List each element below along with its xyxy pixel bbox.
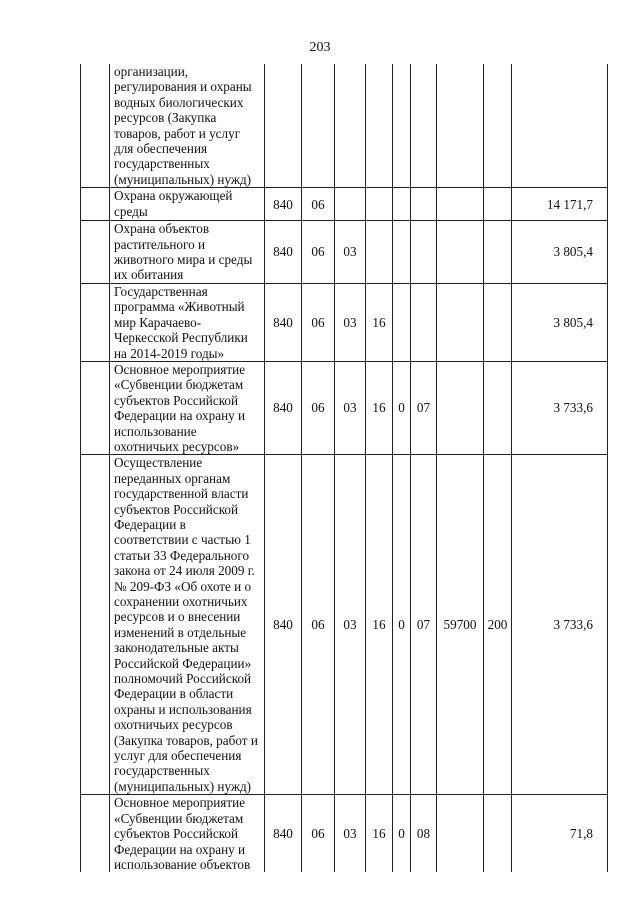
blank-cell xyxy=(81,221,110,284)
section-code: 06 xyxy=(302,455,335,795)
sum-value: 3 805,4 xyxy=(512,221,608,284)
direction-code xyxy=(437,361,484,454)
expense-type-code xyxy=(484,795,512,873)
sum-value: 14 171,7 xyxy=(512,188,608,221)
ministry-code xyxy=(265,64,302,188)
item-name: Основное мероприятие «Субвенции бюджетам субъектов Российской Федерации на охрану и использование охотничьих ресурсов» xyxy=(110,361,265,454)
subsection-code: 03 xyxy=(335,283,366,361)
ministry-code: 840 xyxy=(265,361,302,454)
section-code: 06 xyxy=(302,221,335,284)
ministry-code: 840 xyxy=(265,795,302,873)
subprogram-code: 0 xyxy=(393,795,411,873)
section-code: 06 xyxy=(302,188,335,221)
section-code: 06 xyxy=(302,361,335,454)
direction-code xyxy=(437,283,484,361)
measure-code xyxy=(411,188,437,221)
sum-value: 3 805,4 xyxy=(512,283,608,361)
table-row xyxy=(81,455,608,795)
section-code: 06 xyxy=(302,795,335,873)
budget-table xyxy=(80,64,608,872)
subprogram-code xyxy=(393,64,411,188)
direction-code xyxy=(437,64,484,188)
expense-type-code: 200 xyxy=(484,455,512,795)
subsection-code: 03 xyxy=(335,455,366,795)
item-name: Охрана окружающей среды xyxy=(110,188,265,221)
program-code: 16 xyxy=(366,795,393,873)
subsection-code: 03 xyxy=(335,221,366,284)
blank-cell xyxy=(81,64,110,188)
direction-code xyxy=(437,188,484,221)
item-name: Охрана объектов растительного и животного мира и среды их обитания xyxy=(110,221,265,284)
program-code: 16 xyxy=(366,283,393,361)
item-name: Государственная программа «Животный мир Карачаево-Черкесской Республики на 2014-2019 годы» xyxy=(110,283,265,361)
program-code xyxy=(366,188,393,221)
blank-cell xyxy=(81,188,110,221)
blank-cell xyxy=(81,283,110,361)
item-name: организации, регулирования и охраны водных биологических ресурсов (Закупка товаров, работ и услуг для обеспечения государственных (муниципальных) нужд) xyxy=(110,64,265,188)
blank-cell xyxy=(81,795,110,873)
subprogram-code xyxy=(393,283,411,361)
section-code xyxy=(302,64,335,188)
program-code xyxy=(366,64,393,188)
expense-type-code xyxy=(484,221,512,284)
table-row xyxy=(81,795,608,873)
subsection-code: 03 xyxy=(335,361,366,454)
measure-code xyxy=(411,283,437,361)
expense-type-code xyxy=(484,283,512,361)
subsection-code: 03 xyxy=(335,795,366,873)
item-name: Основное мероприятие «Субвенции бюджетам субъектов Российской Федерации на охрану и использование объектов xyxy=(110,795,265,873)
measure-code xyxy=(411,221,437,284)
sum-value: 3 733,6 xyxy=(512,361,608,454)
ministry-code: 840 xyxy=(265,221,302,284)
subprogram-code: 0 xyxy=(393,361,411,454)
blank-cell xyxy=(81,455,110,795)
subsection-code xyxy=(335,64,366,188)
expense-type-code xyxy=(484,64,512,188)
table-row xyxy=(81,283,608,361)
sum-value xyxy=(512,64,608,188)
ministry-code: 840 xyxy=(265,455,302,795)
direction-code xyxy=(437,221,484,284)
item-name: Осуществление переданных органам государственной власти субъектов Российской Федерации в соответствии с частью 1 статьи 33 Федерального закона от 24 июля 2009 г. № 209-ФЗ «Об охоте и о сохранении охотничьих ресурсов и о внесении изменений в отдельные законодательные акты Российской Федерации» полномочий Российской Федерации в области охраны и использования охотничьих ресурсов (Закупка товаров, работ и услуг для обеспечения государственных (муниципальных) нужд) xyxy=(110,455,265,795)
ministry-code: 840 xyxy=(265,283,302,361)
expense-type-code xyxy=(484,188,512,221)
program-code xyxy=(366,221,393,284)
subprogram-code xyxy=(393,188,411,221)
measure-code: 07 xyxy=(411,361,437,454)
measure-code xyxy=(411,64,437,188)
expense-type-code xyxy=(484,361,512,454)
section-code: 06 xyxy=(302,283,335,361)
ministry-code: 840 xyxy=(265,188,302,221)
table-row xyxy=(81,361,608,454)
measure-code: 07 xyxy=(411,455,437,795)
table-row xyxy=(81,64,608,188)
blank-cell xyxy=(81,361,110,454)
measure-code: 08 xyxy=(411,795,437,873)
table-row xyxy=(81,188,608,221)
sum-value: 71,8 xyxy=(512,795,608,873)
sum-value: 3 733,6 xyxy=(512,455,608,795)
program-code: 16 xyxy=(366,455,393,795)
subsection-code xyxy=(335,188,366,221)
direction-code: 59700 xyxy=(437,455,484,795)
program-code: 16 xyxy=(366,361,393,454)
subprogram-code: 0 xyxy=(393,455,411,795)
table-row xyxy=(81,221,608,284)
subprogram-code xyxy=(393,221,411,284)
direction-code xyxy=(437,795,484,873)
page-number: 203 xyxy=(309,40,331,55)
